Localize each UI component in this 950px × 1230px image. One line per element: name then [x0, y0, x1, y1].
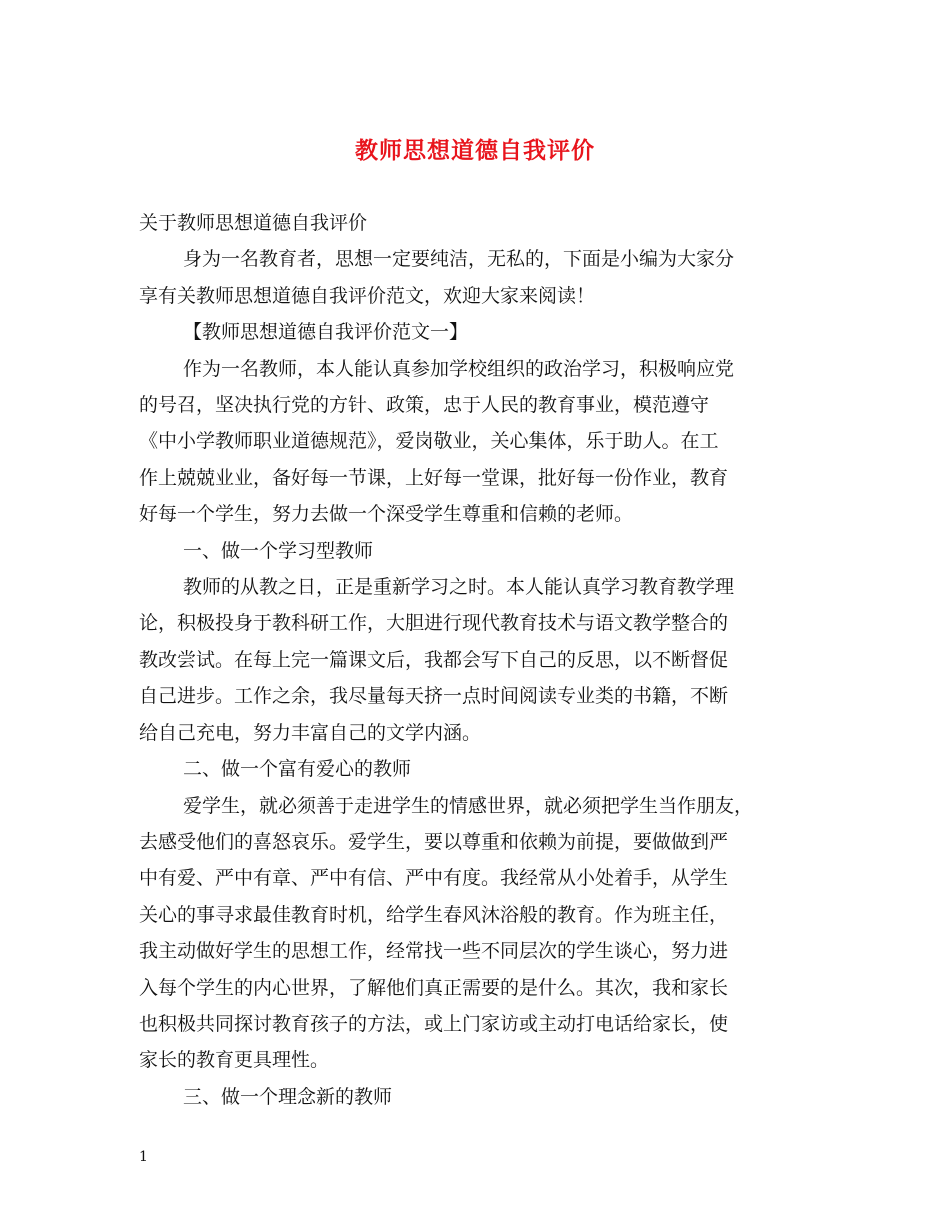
text-line: 作上兢兢业业，备好每一节课，上好每一堂课，批好每一份作业，教育: [139, 466, 729, 489]
text-line: 爱学生，就必须善于走进学生的情感世界，就必须把学生当作朋友，: [183, 794, 754, 817]
text-line: 二、做一个富有爱心的教师: [183, 758, 412, 781]
text-line: 入每个学生的内心世界，了解他们真正需要的是什么。其次，我和家长: [139, 976, 729, 999]
document-body: [139, 205, 819, 1115]
text-line: 去感受他们的喜怒哀乐。爱学生，要以尊重和依赖为前提，要做做到严: [139, 830, 729, 853]
paragraph: [139, 788, 819, 1079]
text-line: 好每一个学生，努力去做一个深受学生尊重和信赖的老师。: [139, 503, 634, 526]
text-line: 《中小学教师职业道德规范》，爱岗敬业，关心集体，乐于助人。在工: [139, 430, 719, 453]
paragraph: [139, 569, 819, 751]
paragraph: [139, 351, 819, 533]
text-line: 关心的事寻求最佳教育时机，给学生春风沐浴般的教育。作为班主任，: [139, 903, 729, 926]
text-line: 三、做一个理念新的教师: [183, 1085, 393, 1108]
text-line: 教师的从教之日，正是重新学习之时。本人能认真学习教育教学理: [183, 576, 735, 599]
text-line: 享有关教师思想道德自我评价范文，欢迎大家来阅读！: [139, 284, 596, 307]
text-line: 中有爱、严中有章、严中有信、严中有度。我经常从小处着手，从学生: [139, 867, 729, 890]
text-line: 也积极共同探讨教育孩子的方法，或上门家访或主动打电话给家长，使: [139, 1012, 729, 1035]
text-line: 【教师思想道德自我评价范文一】: [183, 321, 469, 344]
paragraph: [139, 241, 819, 314]
paragraph: [139, 205, 819, 241]
text-line: 的号召，坚决执行党的方针、政策，忠于人民的教育事业，模范遵守: [139, 394, 710, 417]
page-number: 1: [139, 1149, 148, 1165]
text-line: 自己进步。工作之余，我尽量每天挤一点时间阅读专业类的书籍，不断: [139, 685, 729, 708]
text-line: 关于教师思想道德自我评价: [139, 212, 368, 234]
paragraph: [139, 533, 819, 569]
paragraph: [139, 1079, 819, 1115]
document-title: 教师思想道德自我评价: [355, 137, 595, 164]
text-line: 一、做一个学习型教师: [183, 539, 374, 562]
paragraph: [139, 314, 819, 350]
text-line: 论，积极投身于教科研工作，大胆进行现代教育技术与语文教学整合的: [139, 612, 729, 635]
text-line: 给自己充电，努力丰富自己的文学内涵。: [139, 721, 482, 744]
text-line: 作为一名教师，本人能认真参加学校组织的政治学习，积极响应党: [183, 357, 735, 380]
text-line: 教改尝试。在每上完一篇课文后，我都会写下自己的反思，以不断督促: [139, 648, 729, 671]
text-line: 我主动做好学生的思想工作，经常找一些不同层次的学生谈心，努力进: [139, 940, 729, 963]
paragraph: [139, 751, 819, 787]
text-line: 身为一名教育者，思想一定要纯洁，无私的，下面是小编为大家分: [183, 248, 735, 271]
text-line: 家长的教育更具理性。: [139, 1049, 330, 1072]
